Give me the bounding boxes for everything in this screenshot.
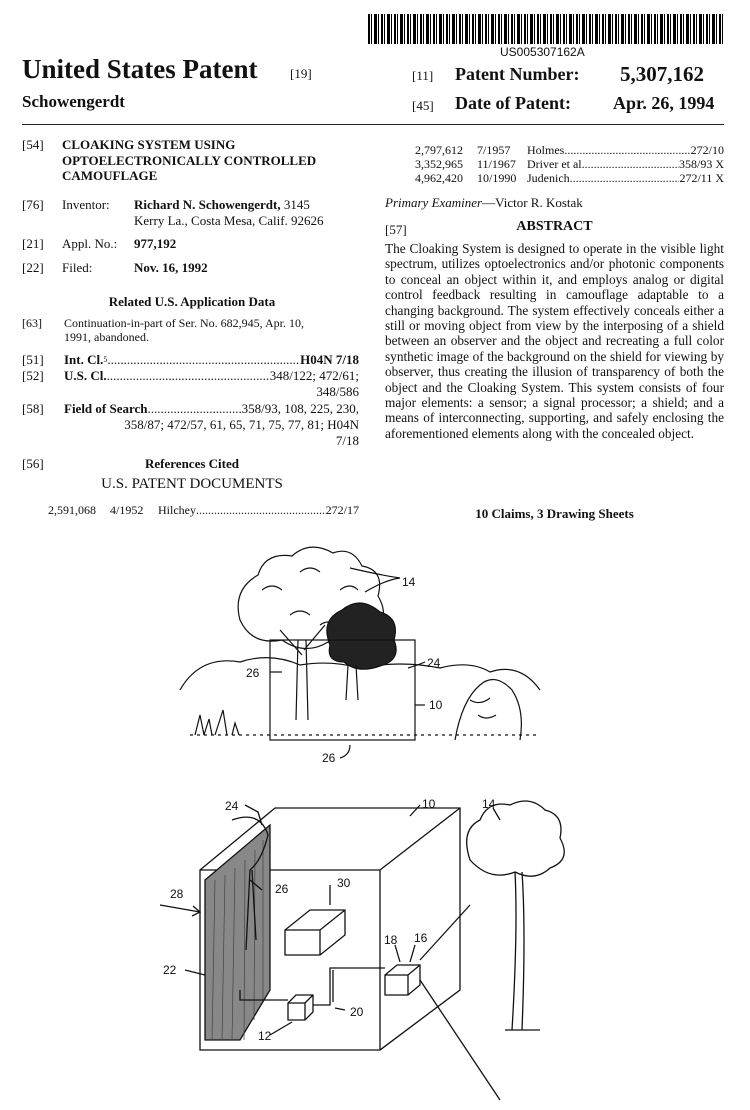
label-14: 14 — [402, 575, 416, 589]
barcode — [368, 14, 723, 44]
label-26: 26 — [322, 751, 336, 765]
header-rule — [22, 124, 724, 125]
us-cl-value2: 348/586 — [316, 384, 359, 399]
label-18: 18 — [384, 933, 398, 947]
inventor-block — [134, 197, 364, 228]
us-cl-label: U.S. Cl. — [64, 368, 107, 383]
processor-unit — [285, 910, 345, 955]
code-11: [11] — [412, 68, 434, 83]
label-20: 20 — [350, 1005, 364, 1019]
label-26: 26 — [275, 882, 289, 896]
examiner-name: —Victor R. Kostak — [482, 195, 583, 210]
label-14: 14 — [482, 797, 496, 811]
ref-class: 272/11 X — [679, 171, 724, 185]
continuation-line: 1991, abandoned. — [64, 330, 149, 344]
patent-date: Apr. 26, 1994 — [613, 93, 715, 113]
ref-name: Holmes — [527, 143, 565, 157]
date-label: Date of Patent: — [455, 93, 571, 113]
reference-row — [48, 503, 359, 517]
field-value2: 358/87; 472/57, 61, 65, 71, 75, 77, 81; H04N — [124, 417, 359, 432]
us-cl-row — [64, 368, 359, 384]
label-10: 10 — [422, 797, 436, 811]
leader-12 — [270, 1022, 292, 1035]
label-12: 12 — [258, 1029, 272, 1043]
reference-list — [415, 143, 724, 185]
us-cl-value: 348/122; 472/61; — [269, 368, 359, 383]
label-28: 28 — [170, 887, 184, 901]
leader-20 — [335, 1008, 345, 1010]
label-30: 30 — [337, 876, 351, 890]
examiner-label: Primary Examiner — [385, 195, 483, 210]
camera-unit — [385, 965, 420, 995]
rock — [455, 680, 521, 740]
code-21: [21] — [22, 236, 44, 251]
ref-class: 358/93 X — [679, 157, 724, 171]
field-search-row — [64, 401, 359, 417]
filed-date: Nov. 16, 1992 — [134, 260, 208, 275]
filed-label: Filed: — [62, 260, 93, 275]
int-cl-sup: 5 — [103, 355, 108, 364]
external-tree-trunk — [505, 872, 540, 1030]
patent-number-label: Patent Number: — [455, 64, 580, 84]
country-title: United States Patent — [22, 54, 258, 84]
label-16: 16 — [414, 931, 428, 945]
leader-22 — [185, 970, 205, 975]
label-26: 26 — [246, 666, 260, 680]
code-52: [52] — [22, 368, 44, 383]
code-54: [54] — [22, 137, 44, 152]
abstract-heading: ABSTRACT — [516, 219, 593, 234]
inventor-addr2: Kerry La., Costa Mesa, Calif. 92626 — [134, 212, 324, 228]
code-63: [63] — [22, 316, 42, 330]
code-51: [51] — [22, 352, 44, 367]
patent-title — [62, 137, 316, 184]
grass — [195, 710, 239, 735]
claims-line: 10 Claims, 3 Drawing Sheets — [475, 506, 634, 521]
title-line: CLOAKING SYSTEM USING — [62, 137, 236, 152]
ref-name: Judenich — [527, 171, 570, 185]
us-docs-heading: U.S. PATENT DOCUMENTS — [101, 476, 283, 492]
ref-number: 2,591,068 — [48, 503, 96, 517]
leader-26b — [340, 745, 350, 758]
leader-10 — [410, 805, 420, 816]
code-45: [45] — [412, 98, 434, 113]
reference-row — [415, 143, 724, 157]
ref-name: Driver et al. — [527, 157, 585, 171]
hidden-tree-canopy — [327, 603, 396, 669]
code-56: [56] — [22, 456, 44, 471]
sensor-unit — [288, 995, 313, 1020]
code-19: [19] — [290, 66, 312, 81]
figure-2 — [160, 801, 564, 1100]
ref-date: 10/1990 — [477, 171, 517, 185]
barcode-number: US005307162A — [500, 45, 585, 59]
ref-date: 7/1957 — [477, 143, 511, 157]
figure-1-labels — [246, 575, 443, 765]
figure-1 — [180, 547, 540, 758]
code-57: [57] — [385, 222, 407, 237]
hidden-tree-trunk — [346, 665, 358, 700]
appl-label: Appl. No.: — [62, 236, 118, 251]
related-heading: Related U.S. Application Data — [108, 294, 276, 309]
int-cl-value: H04N 7/18 — [300, 352, 359, 367]
external-tree-canopy — [467, 801, 565, 876]
reference-row — [415, 171, 724, 185]
label-22: 22 — [163, 963, 177, 977]
ref-name: Hilchey — [158, 503, 196, 517]
title-line: CAMOUFLAGE — [62, 168, 158, 183]
rock-texture — [470, 698, 496, 718]
leader-18-16 — [395, 945, 415, 962]
ref-class: 272/17 — [325, 503, 359, 517]
references-heading: References Cited — [145, 456, 239, 471]
code-22: [22] — [22, 260, 44, 275]
patent-number: 5,307,162 — [620, 62, 704, 86]
label-24: 24 — [225, 799, 239, 813]
examiner-line — [385, 195, 583, 211]
inventor-name: Richard N. Schowengerdt, — [134, 197, 281, 212]
ref-date: 4/1952 — [110, 503, 144, 517]
inventor-addr1: 3145 — [280, 197, 310, 212]
title-line: OPTOELECTRONICALLY CONTROLLED — [62, 152, 317, 168]
ref-class: 272/10 — [690, 143, 724, 157]
abstract-text: The Cloaking System is designed to operate in the visible light spectrum, utilizes optoelectronics and/or photonic components to conceal an object within it, and employs analog or digital control feedback resulting in camouflage adaptable to a changing background. The system effectively conceals either a still or moving object from view by the interposing of a shield between an observer and the object and recreating a full color synthetic image of the background on the shield for viewing by observer, thus creating the illusion of transparency of both the object and the Cloaking System. This system consists of four major elements: a sensor; a signal processor; a shield; and a means of interconnecting, supporting, and safely enclosing the aforementioned elements along with the concealed object. — [385, 241, 724, 441]
label-24: 24 — [427, 656, 441, 670]
continuation — [64, 316, 364, 344]
inventor-label: Inventor: — [62, 197, 110, 212]
field-value3: 7/18 — [335, 433, 359, 448]
code-58: [58] — [22, 401, 44, 416]
int-cl-label: Int. Cl. — [64, 352, 104, 367]
int-cl-row — [64, 352, 359, 368]
tree-trunk — [280, 625, 325, 720]
patent-drawings — [0, 530, 750, 1110]
ref-number: 2,797,612 — [415, 143, 463, 157]
label-10: 10 — [429, 698, 443, 712]
reference-row — [415, 157, 724, 171]
ref-number: 3,352,965 — [415, 157, 463, 171]
continuation-line: Continuation-in-part of Ser. No. 682,945, Apr. 10, — [64, 316, 304, 330]
ref-date: 11/1967 — [477, 157, 516, 171]
arrow-28 — [160, 905, 200, 916]
inventor-surname: Schowengerdt — [22, 92, 125, 111]
field-label: Field of Search — [64, 401, 148, 416]
field-value1: 358/93, 108, 225, 230, — [241, 401, 359, 416]
appl-no: 977,192 — [134, 236, 177, 251]
ref-number: 4,962,420 — [415, 171, 463, 185]
code-76: [76] — [22, 197, 44, 212]
